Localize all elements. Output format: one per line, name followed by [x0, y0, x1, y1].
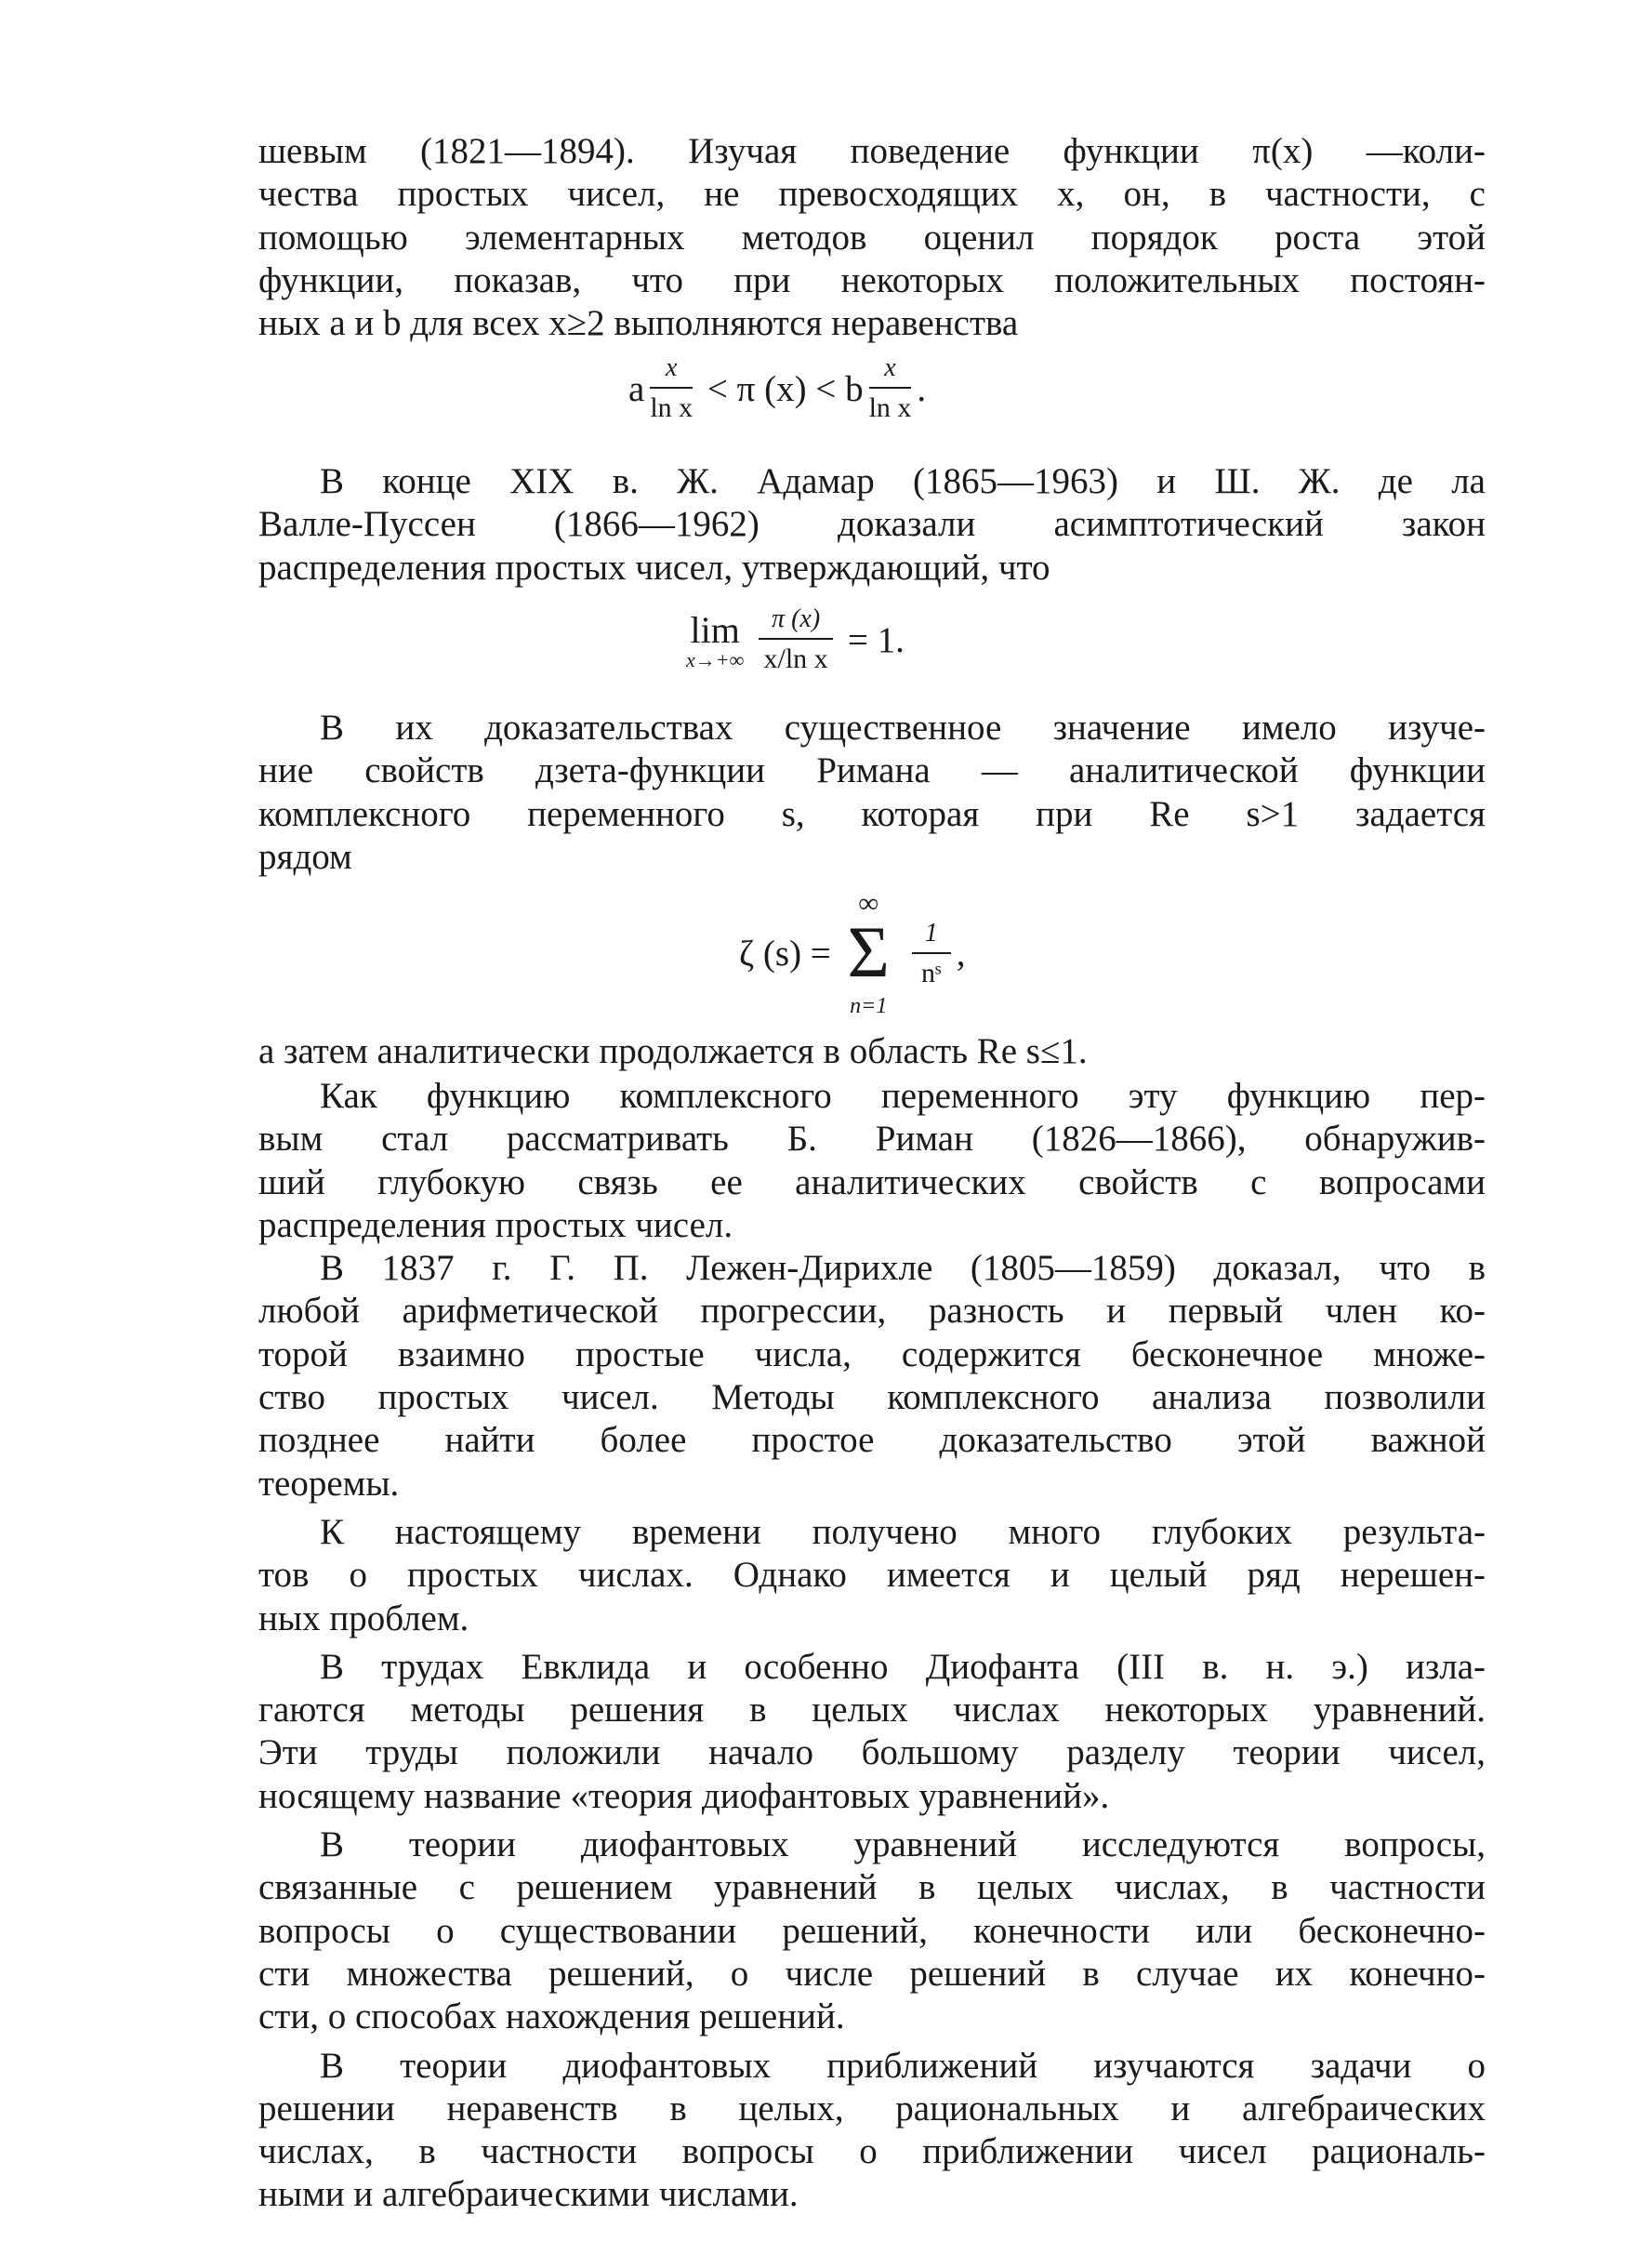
fraction: [869, 353, 912, 424]
text-line: рядом: [258, 836, 352, 877]
limit-word: lim: [690, 608, 740, 651]
text-line: решении неравенств в целых, рациональных и алгебраических: [258, 2088, 1486, 2129]
paragraph-riemann: [258, 1075, 1486, 1247]
text-line: ными и алгебраическими числами.: [258, 2174, 799, 2215]
text-line: а затем аналитически продолжается в область Re s≤1.: [258, 1031, 1088, 1071]
formula-symbol: ,: [956, 934, 966, 974]
text-line: носящему название «теория диофантовых уравнений».: [258, 1775, 1110, 1816]
paragraph-euclid: [258, 1646, 1486, 1818]
text-line: позднее найти более простое доказательство этой важной: [258, 1420, 1486, 1461]
paragraph-results: [258, 1511, 1486, 1640]
fraction-denominator: ln x: [650, 392, 694, 423]
fraction: [650, 353, 693, 424]
formula-zeta-series: [739, 888, 965, 1019]
text-line: вым стал рассматривать Б. Риман (1826—1866), обнаружив-: [258, 1119, 1486, 1160]
text-line: В теории диофантовых приближений изучаются задачи о: [320, 2045, 1486, 2086]
text-line: тов о простых числах. Однако имеется и целый ряд нерешен-: [258, 1555, 1486, 1596]
text-line: шевым (1821—1894). Изучая поведение функции π(x) —коли-: [258, 131, 1486, 171]
fraction-denominator: nˢ: [921, 957, 942, 988]
text-line: ший глубокую связь ее аналитических свойств с вопросами: [258, 1161, 1486, 1202]
fraction: [912, 919, 951, 989]
fraction-numerator: 1: [912, 919, 951, 954]
sum-lower-limit: n=1: [850, 994, 888, 1018]
text-line: функции, показав, что при некоторых положительных постоян-: [258, 259, 1486, 300]
formula-symbol: b: [845, 368, 864, 409]
paragraph-hadamard: [258, 460, 1486, 590]
text-line: распределения простых чисел.: [258, 1204, 733, 1245]
text-line: Как функцию комплексного переменного эту функцию пер-: [320, 1076, 1486, 1116]
fraction-numerator: x: [650, 353, 693, 389]
text-line: Эти труды положили начало большому разделу теории чисел,: [258, 1732, 1486, 1773]
text-line: ных a и b для всех x≥2 выполняются неравенства: [258, 303, 1019, 344]
text-line: связанные с решением уравнений в целых числах, в частности: [258, 1867, 1486, 1908]
fraction-numerator: x: [869, 353, 912, 389]
text-line: сти множества решений, о числе решений в случае их конечно-: [258, 1953, 1486, 1994]
limit-subscript: x→+∞: [686, 647, 745, 671]
formula-symbol: <: [815, 368, 837, 409]
fraction: [759, 604, 833, 675]
paragraph-zeta: [258, 707, 1486, 879]
text-line: вопросы о существовании решений, конечности или бесконечно-: [258, 1910, 1486, 1951]
text-line: гаются методы решения в целых числах некоторых уравнений.: [258, 1690, 1486, 1731]
paragraph-diophantine-approximations: [258, 2045, 1486, 2217]
formula-symbol: π (x): [736, 368, 807, 409]
text-line: ние свойств дзета-функции Римана — аналитической функции: [258, 750, 1486, 791]
paragraphs-body: [258, 1075, 1486, 2217]
text-line: В конце XIX в. Ж. Адамар (1865—1963) и Ш. Ж. де ла: [320, 461, 1486, 501]
formula-symbol: a: [628, 368, 645, 409]
limit-operator: [686, 608, 744, 672]
sum-upper-limit: ∞: [858, 888, 878, 919]
text-line: чества простых чисел, не превосходящих x, он, в частности, с: [258, 174, 1486, 215]
text-line: В 1837 г. Г. П. Лежен-Дирихле (1805—1859) доказал, что в: [320, 1248, 1486, 1289]
paragraph-diophantine-equations: [258, 1824, 1486, 2038]
formula-symbol: = 1.: [847, 619, 905, 660]
fraction-denominator: x/ln x: [763, 643, 828, 674]
sum-operator: [848, 888, 890, 1019]
text-line: комплексного переменного s, которая при Re s>1 задается: [258, 793, 1486, 834]
text-line: торой взаимно простые числа, содержится бесконечное множе-: [258, 1333, 1486, 1374]
sigma-symbol: Σ: [847, 911, 890, 992]
text-line: любой арифметической прогрессии, разность и первый член ко-: [258, 1291, 1486, 1332]
paragraph-dirichlet: [258, 1247, 1486, 1505]
text-line: К настоящему времени получено много глубоких результа-: [320, 1511, 1486, 1552]
text-line: В их доказательствах существенное значение имело изуче-: [320, 708, 1486, 748]
formula-symbol: ζ (s) =: [739, 934, 831, 974]
text-line: числах, в частности вопросы о приближении чисел рациональ-: [258, 2131, 1486, 2172]
paragraph-continuation: [258, 1030, 1486, 1073]
formula-prime-number-theorem: [686, 604, 905, 675]
text-line: ных проблем.: [258, 1598, 469, 1638]
text-line: В трудах Евклида и особенно Диофанта (III в. н. э.) изла-: [320, 1646, 1486, 1687]
text-line: распределения простых чисел, утверждающий, что: [258, 547, 1050, 588]
text-line: сти, о способах нахождения решений.: [258, 1996, 845, 2037]
text-line: помощью элементарных методов оценил порядок роста этой: [258, 217, 1486, 258]
text-line: теоремы.: [258, 1463, 400, 1504]
fraction-denominator: ln x: [868, 392, 912, 423]
text-line: ство простых чисел. Методы комплексного анализа позволили: [258, 1377, 1486, 1418]
text-line: Валле-Пуссен (1866—1962) доказали асимптотический закон: [258, 504, 1486, 545]
fraction-numerator: π (x): [759, 604, 833, 640]
text-line: В теории диофантовых уравнений исследуются вопросы,: [320, 1824, 1486, 1865]
formula-symbol: .: [917, 368, 927, 409]
paragraph-chebyshev: [258, 130, 1486, 345]
formula-chebyshev-inequality: [628, 353, 926, 424]
formula-symbol: <: [707, 368, 728, 409]
